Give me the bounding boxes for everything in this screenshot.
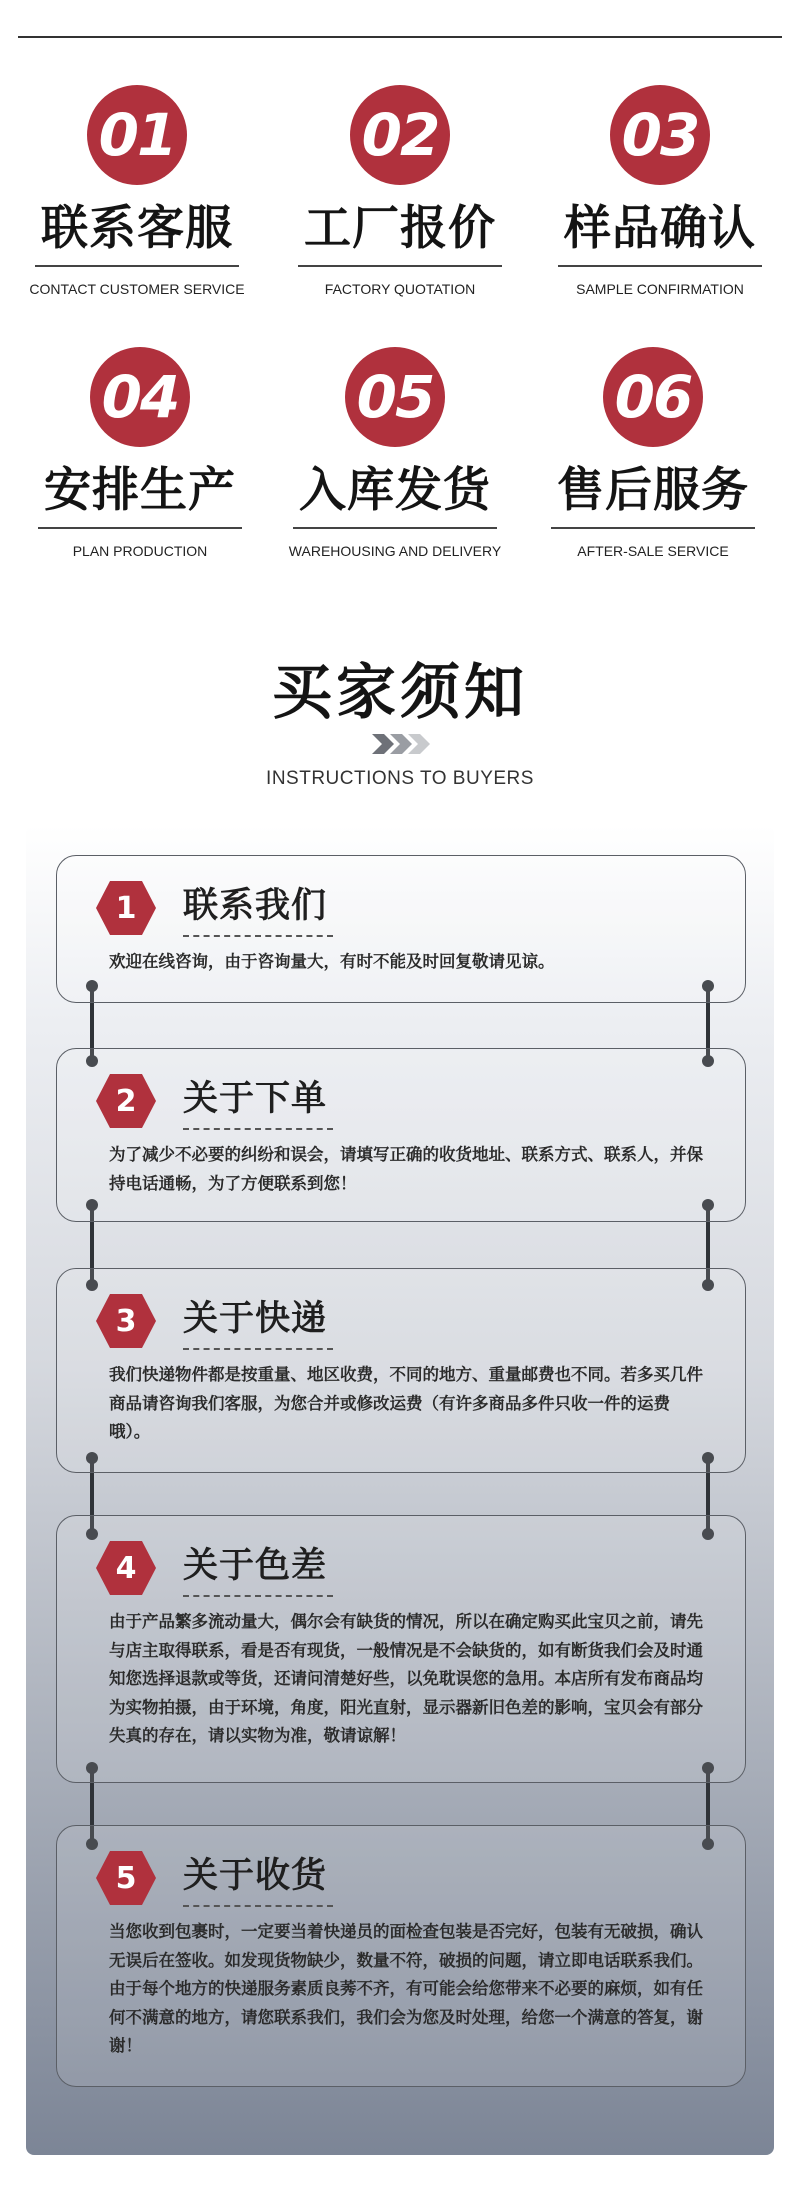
notice-title: 买家须知: [272, 658, 528, 728]
notice-card-1: [56, 855, 746, 1003]
card-title: 关于下单: [183, 1079, 328, 1119]
step-underline: [35, 265, 239, 267]
process-step-6: [543, 347, 763, 559]
title-dashed-underline: [183, 1595, 333, 1597]
top-divider: [18, 36, 782, 38]
notice-card-3: [56, 1268, 746, 1473]
hexagon-number-badge: [95, 880, 157, 936]
step-subtitle: FACTORY QUOTATION: [324, 281, 476, 297]
title-dashed-underline: [183, 1905, 333, 1907]
process-step-4: [30, 347, 250, 559]
step-number-badge: 04: [90, 347, 190, 447]
process-step-2: [290, 85, 510, 297]
process-step-1: [27, 85, 247, 297]
step-subtitle: AFTER-SALE SERVICE: [577, 543, 729, 559]
card-title: 关于收货: [183, 1856, 328, 1896]
step-number-badge: 02: [350, 85, 450, 185]
step-subtitle: SAMPLE CONFIRMATION: [576, 281, 744, 297]
hexagon-number-badge: [95, 1073, 157, 1129]
card-title: 关于快递: [183, 1299, 328, 1339]
card-body: 我们快递物件都是按重量、地区收费，不同的地方、重量邮费也不同。若多买几件商品请咨询我们客服，为您合并或修改运费（有许多商品多件只收一件的运费哦）。: [109, 1365, 703, 1441]
notice-card-2: [56, 1048, 746, 1222]
step-title: 入库发货: [299, 463, 491, 518]
step-title: 售后服务: [557, 463, 749, 518]
step-underline: [293, 527, 497, 529]
title-dashed-underline: [183, 1128, 333, 1130]
hexagon-number-badge: [95, 1293, 157, 1349]
step-underline: [558, 265, 762, 267]
card-number: 1: [115, 890, 137, 926]
card-body: 由于产品繁多流动量大，偶尔会有缺货的情况，所以在确定购买此宝贝之前，请先与店主取得联系，看是否有现货，一般情况是不会缺货的，如有断货我们会及时通知您选择退款或等货，还请问清楚好些，以免耽误您的急用。本店所有发布商品均为实物拍摄，由于环境，角度，阳光直射，显示器新旧色差的影响，宝贝会有部分失真的存在，请以实物为准，敬请谅解！: [109, 1612, 703, 1745]
card-body: 为了减少不必要的纠纷和误会，请填写正确的收货地址、联系方式、联系人，并保持电话通畅，为了方便联系到您！: [109, 1145, 703, 1193]
title-dashed-underline: [183, 1348, 333, 1350]
hexagon-number-badge: [95, 1850, 157, 1906]
step-title: 安排生产: [44, 463, 236, 518]
step-title: 联系客服: [41, 201, 233, 256]
card-body: 当您收到包裹时，一定要当着快递员的面检查包装是否完好，包装有无破损，确认无误后在签收。如发现货物缺少，数量不符，破损的问题，请立即电话联系我们。由于每个地方的快递服务素质良莠不齐，有可能会给您带来不必要的麻烦，如有任何不满意的地方，请您联系我们，我们会为您及时处理，给您一个满意的答复，谢谢！: [109, 1922, 703, 2055]
process-step-5: [285, 347, 505, 559]
step-subtitle: CONTACT CUSTOMER SERVICE: [29, 281, 245, 297]
card-number: 3: [115, 1303, 137, 1339]
process-step-3: [550, 85, 770, 297]
step-number-badge: 03: [610, 85, 710, 185]
step-underline: [38, 527, 242, 529]
notice-subtitle: INSTRUCTIONS TO BUYERS: [266, 768, 534, 789]
card-number: 5: [115, 1860, 137, 1896]
card-title: 联系我们: [183, 886, 328, 926]
card-title: 关于色差: [183, 1546, 328, 1586]
step-number-badge: 06: [603, 347, 703, 447]
step-underline: [298, 265, 502, 267]
step-number-badge: 01: [87, 85, 187, 185]
step-subtitle: PLAN PRODUCTION: [72, 543, 208, 559]
step-title: 样品确认: [564, 201, 756, 256]
notice-card-4: [56, 1515, 746, 1783]
step-subtitle: WAREHOUSING AND DELIVERY: [288, 543, 502, 559]
title-dashed-underline: [183, 935, 333, 937]
card-number: 4: [115, 1550, 137, 1586]
step-number-badge: 05: [345, 347, 445, 447]
chevron-right-icon: [370, 732, 430, 756]
card-body: 欢迎在线咨询，由于咨询量大，有时不能及时回复敬请见谅。: [109, 952, 555, 971]
notice-card-5: [56, 1825, 746, 2087]
hexagon-number-badge: [95, 1540, 157, 1596]
card-number: 2: [115, 1083, 137, 1119]
step-title: 工厂报价: [304, 201, 496, 256]
step-underline: [551, 527, 755, 529]
